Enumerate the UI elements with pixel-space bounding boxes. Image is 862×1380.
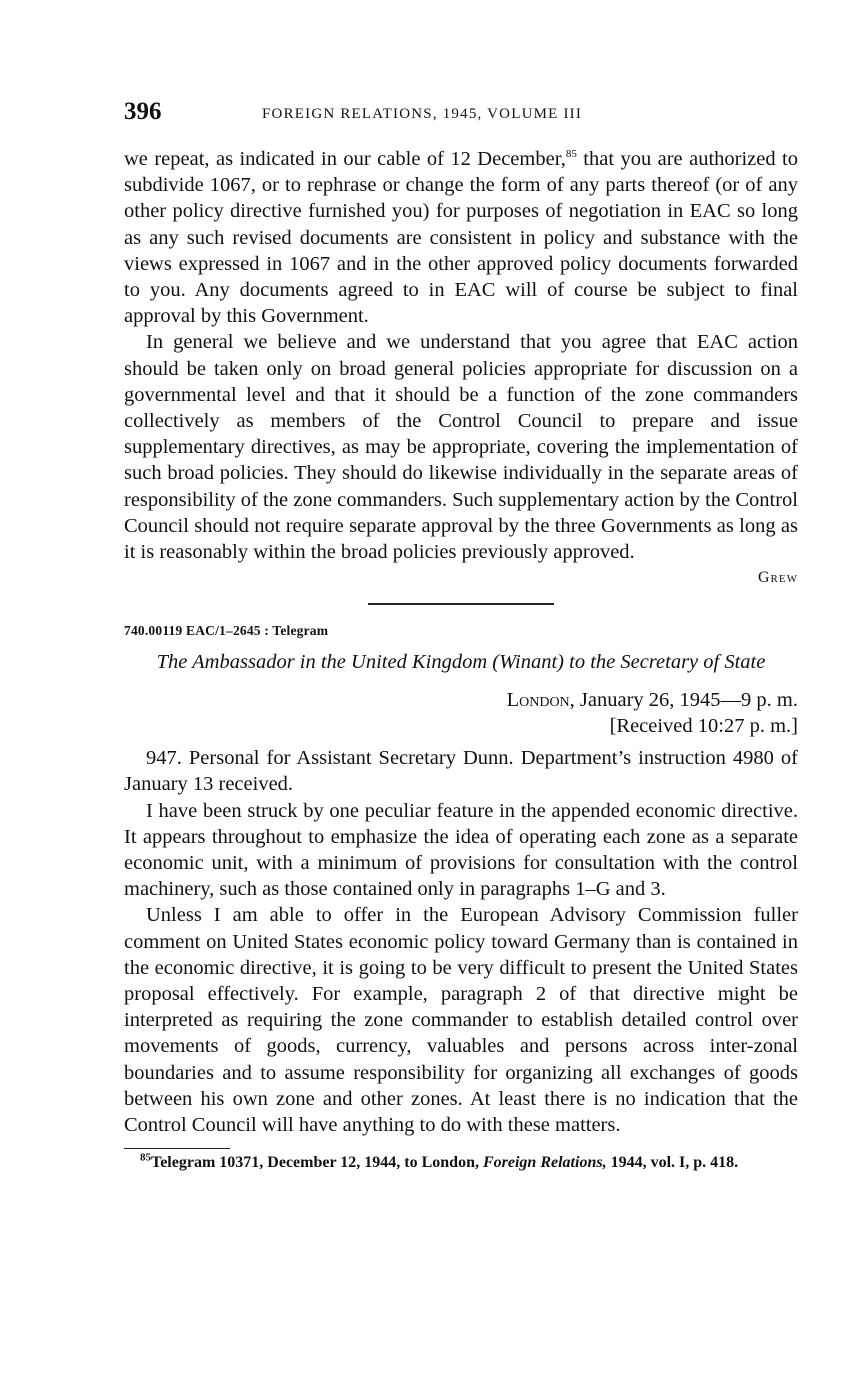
running-head xyxy=(124,96,798,136)
signature: Grew xyxy=(758,569,798,587)
footnote-reference: 85 xyxy=(565,148,577,161)
continuation-text-end: that you are authorized to subdivide 1067, or to rephrase or change the form of any parts thereof (or of any other policy directive furnished you) for purposes of negotiation in EAC so long as any such revised documents are consistent in policy and substance with the views expressed in 1067 and in the other approved policy documents forwarded to you. Any documents agreed to in EAC will of course be subject to final approval by this Government. xyxy=(124,148,798,328)
section-divider xyxy=(368,603,554,605)
continuation-paragraph-2: In general we believe and we understand that you agree that EAC action should be taken only on broad general policies appropriate for discussion on a governmental level and that it should be a function of the zone commanders collectively as members of the Control Council to prepare and issue supplementary directives, as may be appropriate, covering the implementation of such broad policies. They should do likewise individually in the separate areas of responsibility of the zone commanders. Such supplementary action by the Control Council should not require separate approval by the three Governments as long as it is reasonably within the broad policies previously approved. xyxy=(124,331,798,564)
document-page xyxy=(124,96,798,1172)
footnote-text-start: Telegram 10371, December 12, 1944, to London, xyxy=(151,1154,483,1172)
document-title: The Ambassador in the United Kingdom (Winant) to the Secretary of State xyxy=(156,651,766,674)
dateline-received: [Received 10:27 p. m.] xyxy=(609,715,798,738)
telegram-body xyxy=(124,745,798,1138)
footnote-marker: 85 xyxy=(140,1151,151,1164)
footnote xyxy=(124,1153,798,1172)
telegram-paragraph-2: I have been struck by one peculiar feature in the appended economic directive. It appears throughout to emphasize the idea of operating each zone as a separate economic unit, with a minimum of provisions for consultation with the control machinery, such as those contained only in paragraphs 1–G and 3. xyxy=(124,799,798,901)
telegram-paragraph-3: Unless I am able to offer in the European Advisory Commission fuller comment on United States economic policy toward Germany than is contained in the economic directive, it is going to be very difficult to present the United States proposal effectively. For example, paragraph 2 of that directive might be interpreted as requiring the zone commander to establish detailed control over movements of goods, currency, valuables and persons across inter-zonal boundaries and to assume responsibility for organizing all exchanges of goods between his own zone and other zones. At least there is no indication that the Control Council will have anything to do with these matters. xyxy=(124,904,798,1137)
continuation-text-start: we repeat, as indicated in our cable of 12 December, xyxy=(124,148,566,170)
file-reference: 740.00119 EAC/1–2645 : Telegram xyxy=(124,623,329,639)
page-number: 396 xyxy=(124,98,162,125)
footnote-publication: Foreign Relations, xyxy=(482,1154,607,1172)
dateline-place: London xyxy=(506,689,570,712)
telegram-paragraph-1: 947. Personal for Assistant Secretary Dunn. Department’s instruction 4980 of January 13 received. xyxy=(124,747,798,796)
footnote-text-end: 1944, vol. I, p. 418. xyxy=(606,1154,739,1172)
dateline xyxy=(124,687,798,739)
dateline-sent xyxy=(124,687,798,713)
continuation-paragraph-1 xyxy=(124,146,798,329)
running-title: FOREIGN RELATIONS, 1945, VOLUME III xyxy=(262,106,583,122)
dateline-date: , January 26, 1945—9 p. m. xyxy=(569,689,798,712)
footnote-rule xyxy=(124,1148,230,1149)
